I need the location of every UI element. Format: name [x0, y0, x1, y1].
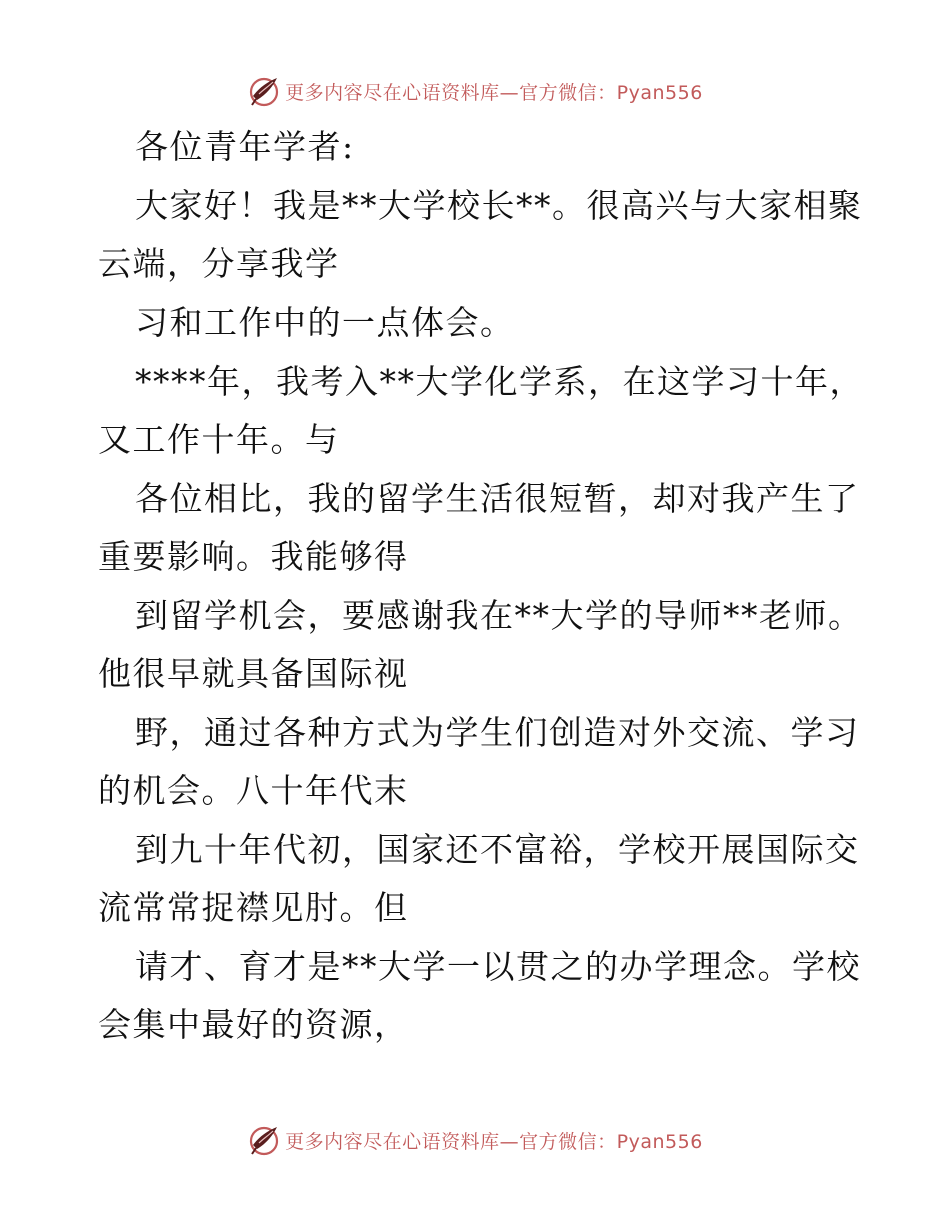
text-line: 会集中最好的资源，	[98, 1005, 409, 1044]
quill-logo-icon	[247, 1123, 281, 1157]
text-line: 习和工作中的一点体会。	[135, 303, 515, 342]
text-line: 各位青年学者:	[135, 127, 355, 166]
text-line: 各位相比，我的留学生活很短暂，却对我产生了	[135, 479, 860, 518]
footer-banner	[0, 1120, 950, 1160]
text-line: 重要影响。我能够得	[98, 537, 409, 576]
text-line: 野，通过各种方式为学生们创造对外交流、学习	[135, 713, 860, 752]
text-line: 到留学机会，要感谢我在**大学的导师**老师。	[135, 596, 863, 635]
text-line: 流常常捉襟见肘。但	[98, 888, 409, 927]
text-line: 的机会。八十年代末	[98, 771, 409, 810]
text-line: 到九十年代初，国家还不富裕，学校开展国际交	[135, 830, 860, 869]
footer-banner-text: 更多内容尽在心语资料库—官方微信：Pyan556	[285, 1130, 703, 1153]
text-line: 大家好！我是**大学校长**。很高兴与大家相聚	[135, 186, 863, 225]
text-line: 云端，分享我学	[98, 244, 340, 283]
text-line: 又工作十年。与	[98, 420, 340, 459]
text-line: 请才、育才是**大学一以贯之的办学理念。学校	[135, 947, 861, 986]
text-line: 他很早就具备国际视	[98, 654, 409, 693]
text-line: ****年，我考入**大学化学系，在这学习十年，	[135, 362, 864, 401]
header-banner-text: 更多内容尽在心语资料库—官方微信：Pyan556	[285, 81, 703, 104]
